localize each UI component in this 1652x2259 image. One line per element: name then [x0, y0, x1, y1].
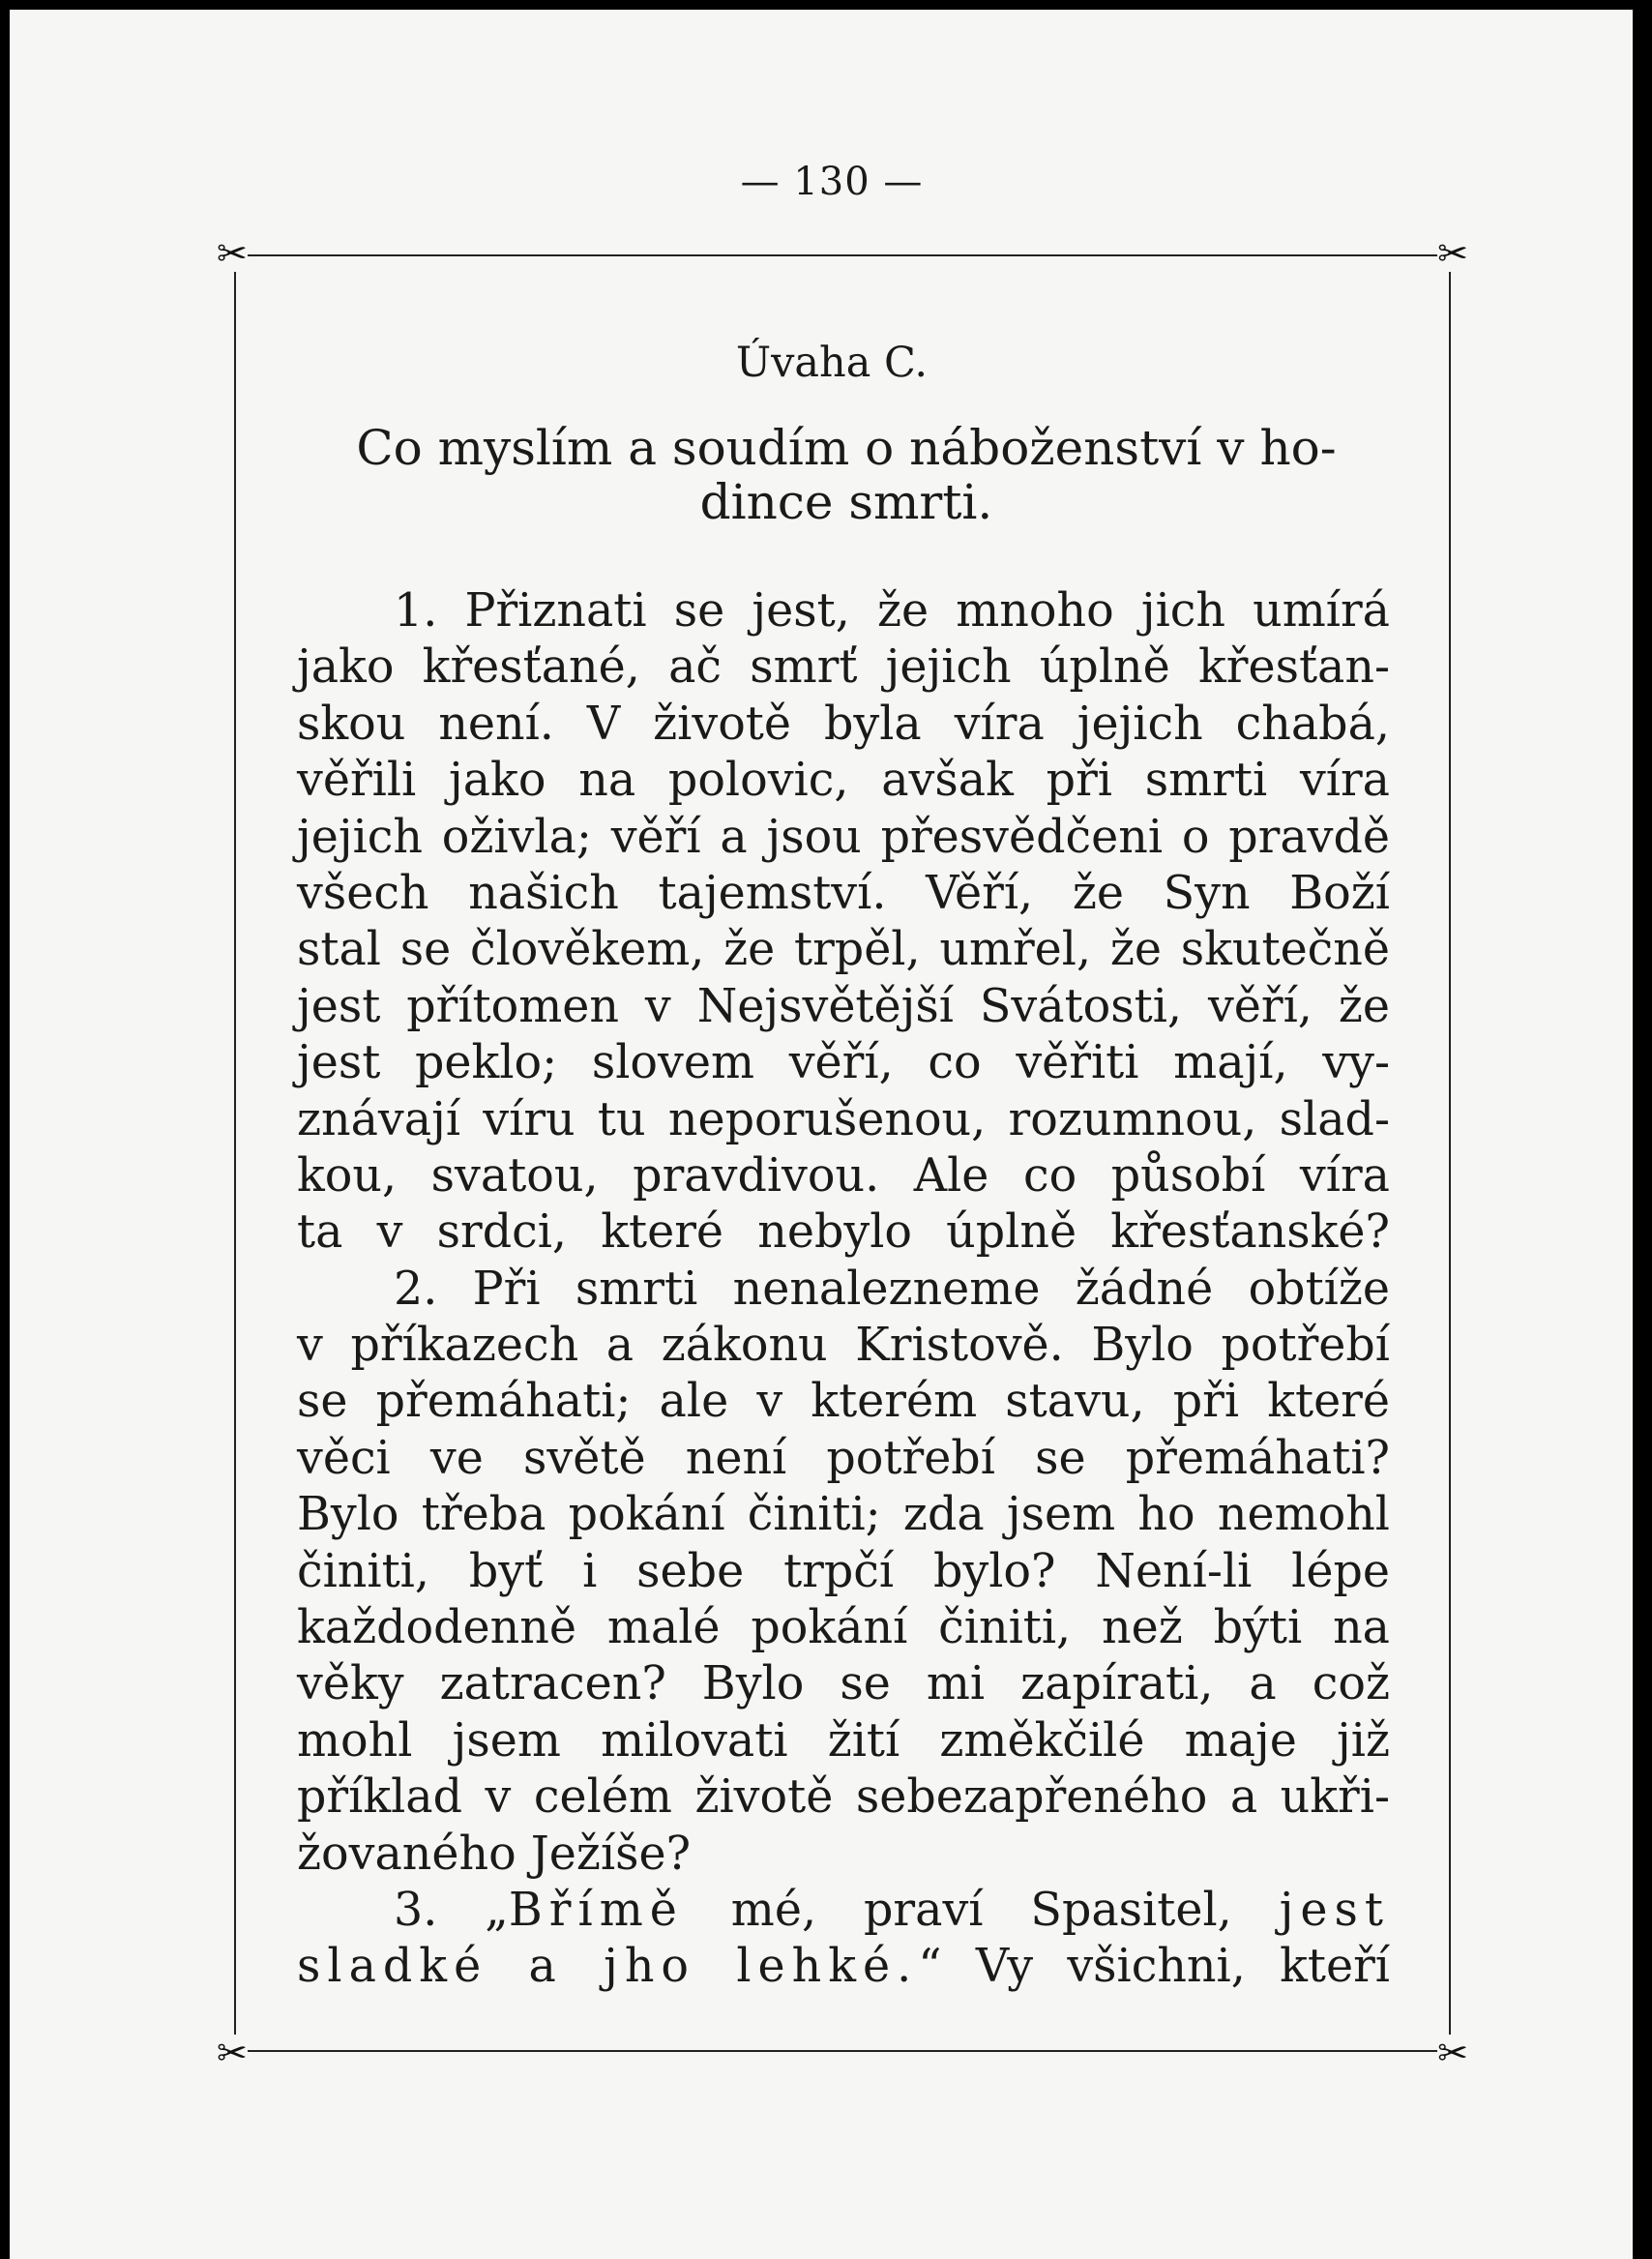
- text-line: ta v srdci, které nebylo úplně křesťanské?: [297, 1205, 1390, 1260]
- spaced-emphasis: jest: [1279, 1883, 1390, 1937]
- body-text: [297, 583, 1390, 1996]
- text-line: mohl jsem milovati žití změkčilé maje již: [297, 1713, 1390, 1768]
- text-line: věci ve světě není potřebí se přemáhati?: [297, 1431, 1390, 1485]
- text-line: stal se člověkem, že trpěl, umřel, že skutečně: [297, 923, 1390, 977]
- scissors-ornament-icon: ✂: [1437, 2032, 1468, 2074]
- scissors-ornament-icon: ✂: [1437, 232, 1468, 275]
- paragraph-1: [297, 583, 1390, 1262]
- text-line: se přemáhati; ale v kterém stavu, při které: [297, 1375, 1390, 1429]
- section-heading: Úvaha C.: [735, 339, 929, 387]
- text-line: jako křesťané, ač smrť jejich úplně křesťan-: [297, 640, 1390, 695]
- text-line: [297, 1883, 1390, 1939]
- book-page: [10, 10, 1633, 2259]
- text-fragment: mé, praví Spasitel,: [683, 1883, 1280, 1937]
- text-line: 1. Přiznati se jest, že mnoho jich umírá: [394, 584, 1390, 638]
- text-line: příklad v celém životě sebezapřeného a ukři-: [297, 1770, 1390, 1825]
- text-line: činiti, byť i sebe trpčí bylo? Není-li lépe: [297, 1544, 1390, 1598]
- text-line: jest peklo; slovem věří, co věřiti mají, vy-: [297, 1036, 1390, 1090]
- text-line: znávají víru tu neporušenou, rozumnou, slad-: [297, 1092, 1390, 1146]
- text-line: Bylo třeba pokání činiti; zda jsem ho nemohl: [297, 1488, 1390, 1542]
- scissors-ornament-icon: ✂: [217, 2032, 248, 2074]
- text-line: jest přítomen v Nejsvětější Svátosti, věří, že: [297, 979, 1390, 1033]
- chapter-title: [300, 421, 1393, 529]
- chapter-title-line: Co myslím a soudím o náboženství v ho-: [356, 420, 1337, 476]
- text-line: žovaného Ježíše?: [297, 1827, 692, 1881]
- spaced-emphasis: Břímě: [508, 1883, 684, 1937]
- text-line: 2. Při smrti nenalezneme žádné obtíže: [394, 1262, 1390, 1316]
- text-line: [297, 1939, 1390, 1995]
- chapter-title-line: dince smrti.: [699, 474, 993, 530]
- text-line: skou není. V životě byla víra jejich chabá,: [297, 697, 1390, 751]
- text-fragment: “ Vy všichni, kteří: [918, 1940, 1391, 1994]
- text-line: všech našich tajemství. Věří, že Syn Boží: [297, 866, 1390, 920]
- text-line: každodenně malé pokání činiti, než býti na: [297, 1601, 1390, 1655]
- text-line: v příkazech a zákonu Kristově. Bylo potřebí: [297, 1319, 1390, 1373]
- paragraph-3: [297, 1883, 1390, 1996]
- page-number: — 130 —: [740, 160, 924, 204]
- text-line: věky zatracen? Bylo se mi zapírati, a což: [297, 1657, 1390, 1711]
- spaced-emphasis: sladké a jho lehké.: [297, 1940, 919, 1994]
- text-line: věřili jako na polovic, avšak při smrti víra: [297, 754, 1390, 808]
- text-fragment: 3. „: [394, 1883, 509, 1937]
- text-line: kou, svatou, pravdivou. Ale co působí víra: [297, 1148, 1390, 1203]
- scissors-ornament-icon: ✂: [217, 232, 248, 275]
- paragraph-2: [297, 1262, 1390, 1883]
- text-line: jejich oživla; věří a jsou přesvědčeni o pravdě: [297, 810, 1390, 864]
